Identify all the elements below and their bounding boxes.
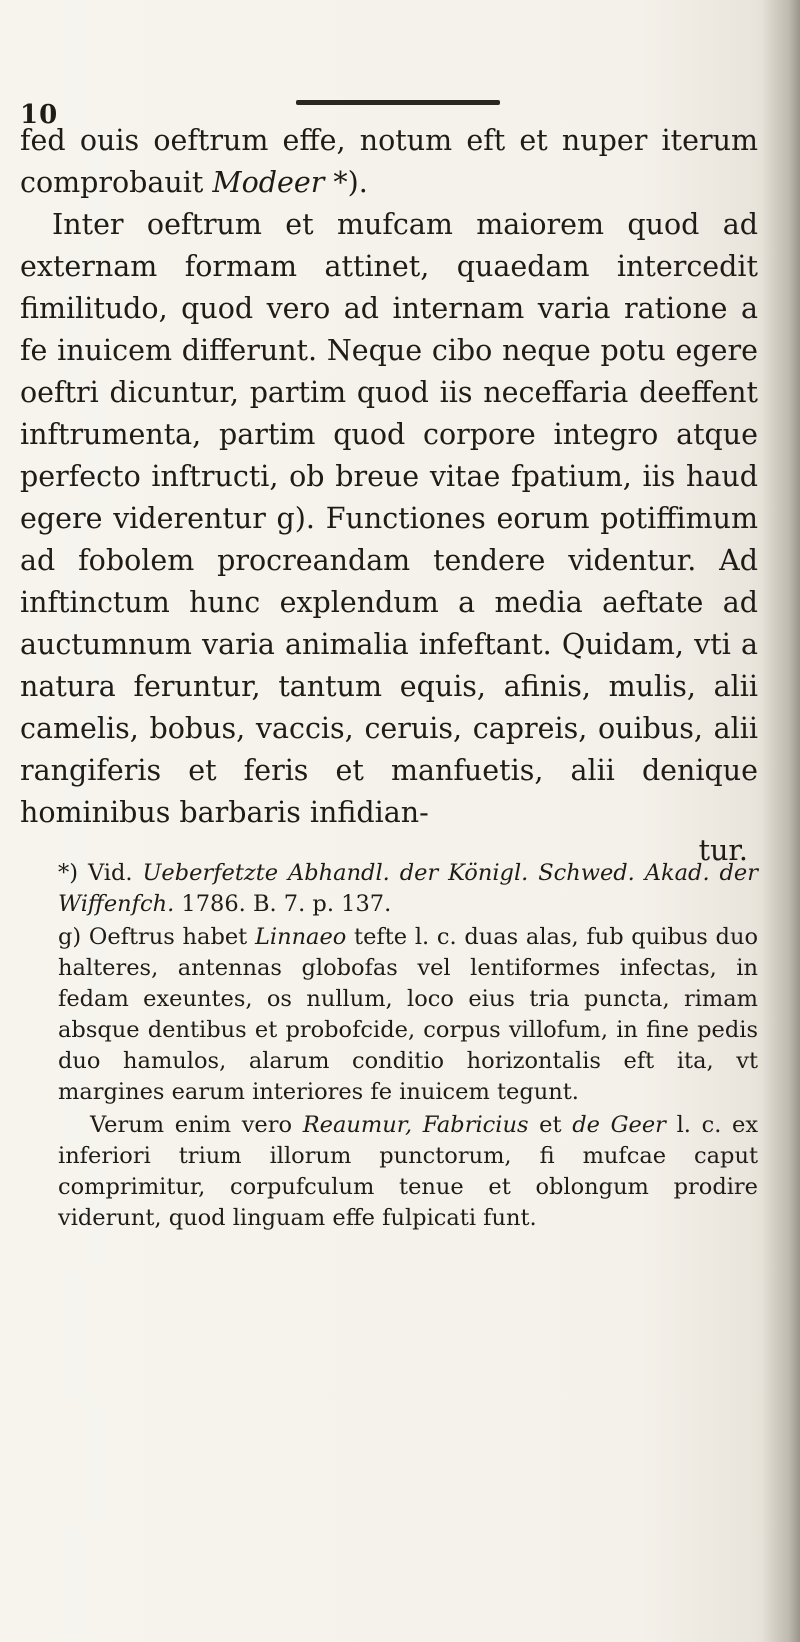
footnote-star-title: Ueberfetzte Abhandl. der Königl. Schwed. Akad. der Wiffenfch. xyxy=(58,860,758,917)
header-rule xyxy=(296,100,500,105)
footnote-g-and: et xyxy=(528,1112,573,1138)
author-modeer: Modeer xyxy=(212,166,325,199)
main-text xyxy=(20,120,758,872)
footnotes xyxy=(20,858,758,1236)
footnote-g-text2-end: l. c. ex inferiori trium illorum punctorum, fi mufcae caput comprimitur, corpufculum tenue et oblongum prodire viderunt, quod linguam effe fulpicati funt. xyxy=(58,1112,759,1231)
footnote-g-authors: Reaumur, Fabricius xyxy=(302,1112,529,1138)
paragraph-1 xyxy=(20,120,758,204)
paragraph-1-note-ref: *). xyxy=(324,166,368,199)
paragraph-2-tail: tur. xyxy=(698,834,748,867)
footnote-g-text2-start: Verum enim vero xyxy=(89,1112,303,1138)
footnote-g-mark: g) Oeftrus habet xyxy=(58,924,255,950)
footnote-star xyxy=(20,858,758,920)
footnote-g-continued xyxy=(20,1110,758,1234)
page-edge-shadow xyxy=(762,0,800,1642)
footnote-g-author-linnaeo: Linnaeo xyxy=(254,924,347,950)
footnote-g-author-degeer: de Geer xyxy=(572,1112,666,1138)
footnote-g-text: tefte l. c. duas alas, fub quibus duo halteres, antennas globofas vel lentiformes infectas, in fedam exeuntes, os nullum, loco eius tria puncta, rimam absque dentibus et probofcide, corpus villofum, in fine pedis duo hamulos, alarum conditio horizontalis eft ita, vt margines earum interiores fe inuicem tegunt. xyxy=(58,924,758,1105)
paragraph-2-text: Inter oeftrum et mufcam maiorem quod ad externam formam attinet, quaedam intercedit fimilitudo, quod vero ad internam varia ratione a fe inuicem differunt. Neque cibo neque potu egere oeftri dicuntur, partim quod iis neceffaria deeffent inftrumenta, partim quod corpore integro atque perfecto inftructi, ob breue vitae fpatium, iis haud egere viderentur g). Functiones eorum potiffimum ad fobolem procreandam tendere videntur. Ad inftinctum hunc explendum a media aeftate ad auctumnum varia animalia infeftant. Quidam, vti a natura feruntur, tantum equis, afinis, mulis, alii camelis, bobus, vaccis, ceruis, capreis, ouibus, alii rangiferis et feris et manfuetis, alii denique hominibus barbaris infidian- xyxy=(20,208,758,829)
footnote-star-ref: 1786. B. 7. p. 137. xyxy=(174,891,392,917)
paragraph-1-text: fed ouis oeftrum effe, notum eft et nuper iterum comprobauit xyxy=(20,124,758,199)
page-number: 10 xyxy=(20,100,59,130)
footnote-star-mark: *) Vid. xyxy=(58,860,143,886)
paragraph-2 xyxy=(20,204,758,834)
footnote-g xyxy=(20,922,758,1108)
